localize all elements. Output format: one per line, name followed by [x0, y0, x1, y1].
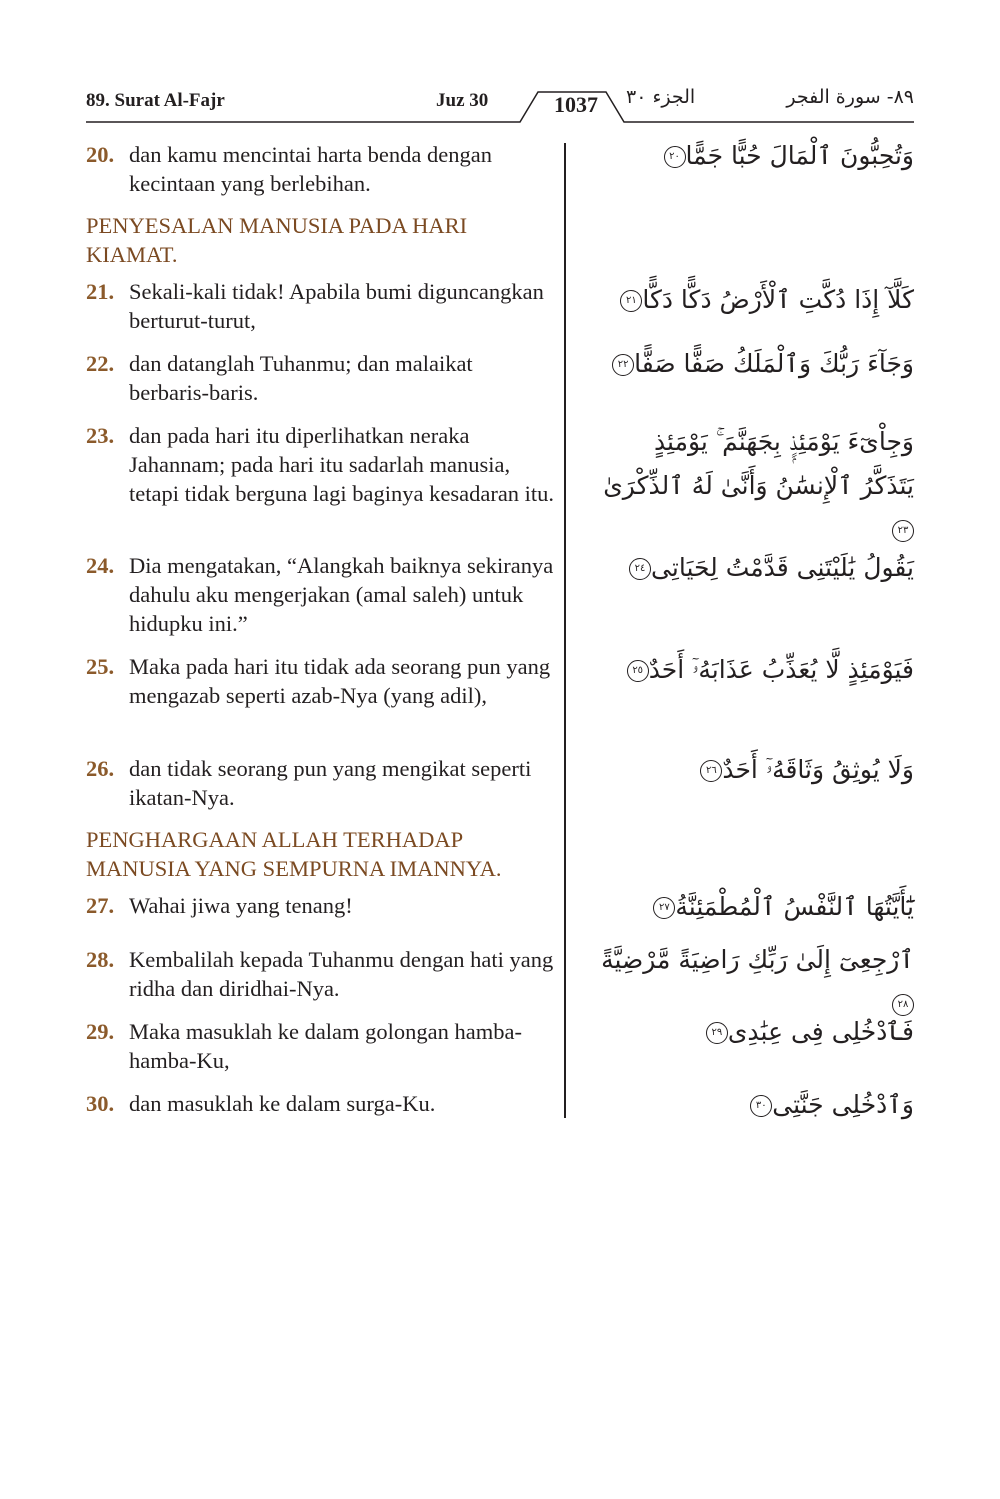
- verse-23: [86, 421, 556, 508]
- ayah-end-marker: ٢٢: [612, 354, 634, 376]
- ayah-end-marker: ٢٥: [627, 660, 649, 682]
- verse-27: [86, 891, 556, 920]
- ayah-end-marker: ٢٤: [629, 558, 651, 580]
- verse-number: 21.: [86, 279, 115, 304]
- verse-translation: dan datanglah Tuhanmu; dan malaikat berbaris-baris.: [129, 351, 473, 405]
- arabic-text: يَقُولُ يَٰلَيْتَنِى قَدَّمْتُ لِحَيَاتِى: [651, 553, 914, 582]
- arabic-verse-22: [594, 342, 914, 386]
- verse-28: [86, 945, 556, 1003]
- arabic-verse-30: [594, 1083, 914, 1127]
- verse-translation: Sekali-kali tidak! Apabila bumi diguncangkan berturut-turut,: [129, 279, 544, 333]
- verse-translation: Wahai jiwa yang tenang!: [129, 893, 353, 918]
- ayah-end-marker: ٣٠: [750, 1095, 772, 1117]
- surah-title-latin: 89. Surat Al-Fajr: [86, 90, 225, 111]
- page-header: [86, 82, 914, 124]
- arabic-text: وَجِاْىٓءَ يَوْمَئِذٍۭ بِجَهَنَّمَ ۚ يَوْمَئِذٍ يَتَذَكَّرُ ٱلْإِنسَٰنُ وَأَنَّىٰ لَهُ ٱلذِّكْرَىٰ: [603, 427, 914, 500]
- arabic-verse-29: [594, 1010, 914, 1054]
- verse-number: 27.: [86, 893, 115, 918]
- verse-translation: Kembalilah kepada Tuhanmu dengan hati yang ridha dan diridhai-Nya.: [129, 947, 554, 1001]
- section-heading: PENYESALAN MANUSIA PADA HARI KIAMAT.: [86, 213, 468, 267]
- verse-number: 25.: [86, 654, 115, 679]
- arabic-text: وَتُحِبُّونَ ٱلْمَالَ حُبًّا جَمًّا: [685, 141, 914, 170]
- verse-translation: dan kamu mencintai harta benda dengan kecintaan yang berlebihan.: [129, 142, 492, 196]
- verse-number: 29.: [86, 1019, 115, 1044]
- arabic-text: كَلَّآ إِذَا دُكَّتِ ٱلْأَرْضُ دَكًّا دَكًّا: [642, 285, 914, 314]
- arabic-text: وَٱدْخُلِى جَنَّتِى: [772, 1090, 914, 1119]
- juz-label-arabic: الجزء ٣٠: [626, 86, 696, 108]
- arabic-verse-23: [594, 420, 914, 552]
- ayah-end-marker: ٢٠: [664, 146, 686, 168]
- verse-20: [86, 140, 556, 198]
- arabic-text: وَجَآءَ رَبُّكَ وَٱلْمَلَكُ صَفًّا صَفًّا: [634, 349, 914, 378]
- verse-translation: Maka pada hari itu tidak ada seorang pun yang mengazab seperti azab-Nya (yang adil),: [129, 654, 551, 708]
- arabic-text: وَلَا يُوثِقُ وَثَاقَهُۥٓ أَحَدٌ: [722, 755, 914, 784]
- arabic-verse-24: [594, 546, 914, 590]
- verse-number: 28.: [86, 947, 115, 972]
- verse-30: [86, 1089, 556, 1118]
- arabic-verse-26: [594, 748, 914, 792]
- section-heading: PENGHARGAAN ALLAH TERHADAP MANUSIA YANG SEMPURNA IMANNYA.: [86, 827, 502, 881]
- juz-label-latin: Juz 30: [436, 90, 489, 111]
- arabic-text: فَيَوْمَئِذٍ لَّا يُعَذِّبُ عَذَابَهُۥٓ أَحَدٌ: [648, 655, 914, 684]
- verse-translation: dan masuklah ke dalam surga-Ku.: [129, 1091, 436, 1116]
- verse-number: 30.: [86, 1091, 115, 1116]
- arabic-verse-21: [594, 278, 914, 322]
- ayah-end-marker: ٢٨: [892, 994, 914, 1016]
- arabic-text: ٱرْجِعِىٓ إِلَىٰ رَبِّكِ رَاضِيَةً مَّرْضِيَّةً: [601, 945, 914, 974]
- verse-24: [86, 551, 556, 638]
- ayah-end-marker: ٢٦: [700, 760, 722, 782]
- verse-number: 24.: [86, 553, 115, 578]
- page-number: 1037: [554, 92, 598, 117]
- verse-25: [86, 652, 556, 710]
- ayah-end-marker: ٢٩: [706, 1022, 728, 1044]
- verse-translation: dan pada hari itu diperlihatkan neraka Jahannam; pada hari itu sadarlah manusia, tetapi tidak berguna lagi baginya kesadaran itu.: [129, 423, 555, 506]
- arabic-text: فَٱدْخُلِى فِى عِبَٰدِى: [727, 1017, 914, 1046]
- arabic-verse-27: [594, 885, 914, 929]
- arabic-verse-20: [594, 134, 914, 178]
- verse-21: [86, 277, 556, 335]
- ayah-end-marker: ٢٧: [653, 897, 675, 919]
- arabic-verse-25: [594, 648, 914, 692]
- verse-number: 26.: [86, 756, 115, 781]
- ayah-end-marker: ٢١: [620, 290, 642, 312]
- column-divider: [564, 143, 566, 1118]
- verse-26: [86, 754, 556, 812]
- verse-number: 22.: [86, 351, 115, 376]
- verse-number: 20.: [86, 142, 115, 167]
- verse-translation: Maka masuklah ke dalam golongan hamba-hamba-Ku,: [129, 1019, 523, 1073]
- verse-22: [86, 349, 556, 407]
- surah-title-arabic: ٨٩- سورة الفجر: [786, 86, 914, 108]
- ayah-end-marker: ٢٣: [892, 520, 914, 542]
- arabic-text: يَٰٓأَيَّتُهَا ٱلنَّفْسُ ٱلْمُطْمَئِنَّةُ: [675, 892, 914, 921]
- verse-translation: Dia mengatakan, “Alangkah baiknya sekiranya dahulu aku mengerjakan (amal saleh) untuk hidupku ini.”: [129, 553, 554, 636]
- verse-number: 23.: [86, 423, 115, 448]
- verse-29: [86, 1017, 556, 1075]
- verse-translation: dan tidak seorang pun yang mengikat seperti ikatan-Nya.: [129, 756, 532, 810]
